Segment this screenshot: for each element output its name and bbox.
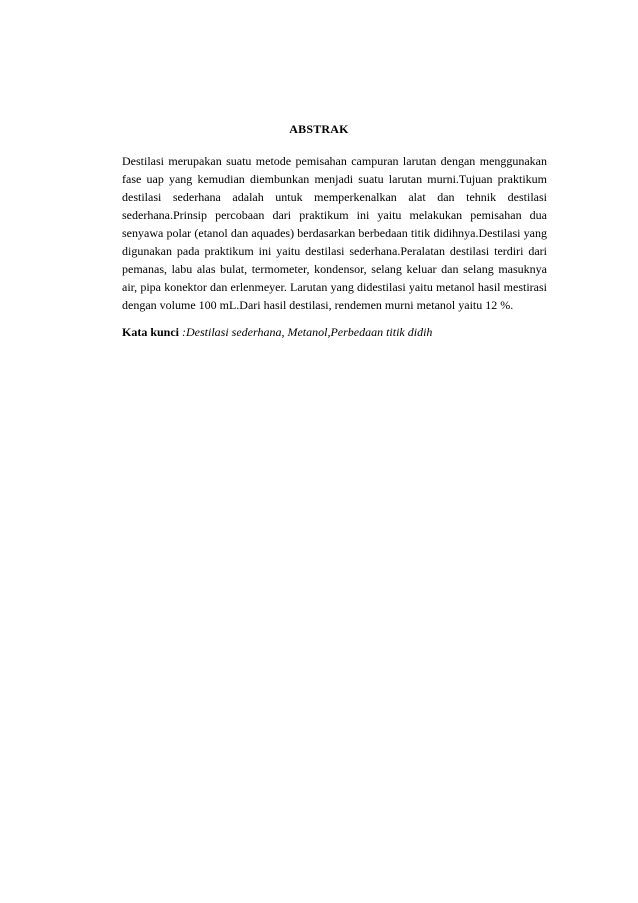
keywords-values: :Destilasi sederhana, Metanol,Perbedaan titik didih (182, 325, 433, 339)
abstract-body: Destilasi merupakan suatu metode pemisahan campuran larutan dengan menggunakan fase uap yang kemudian diembunkan menjadi suatu larutan murni.Tujuan praktikum destilasi sederhana adalah untuk memperkenalkan alat dan tehnik destilasi sederhana.Prinsip percobaan dari praktikum ini yaitu melakukan pemisahan dua senyawa polar (etanol dan aquades) berdasarkan berbedaan titik didihnya.Destilasi yang digunakan pada praktikum ini yaitu destilasi sederhana.Peralatan destilasi terdiri dari pemanas, labu alas bulat, termometer, kondensor, selang keluar dan selang masuknya air, pipa konektor dan erlenmeyer. Larutan yang didestilasi yaitu metanol hasil mestirasi dengan volume 100 mL.Dari hasil destilasi, rendemen murni metanol yaitu 12 %. (122, 154, 547, 312)
keywords-label: Kata kunci (122, 325, 180, 339)
abstract-title: ABSTRAK (289, 122, 349, 136)
keywords-line (122, 323, 547, 341)
